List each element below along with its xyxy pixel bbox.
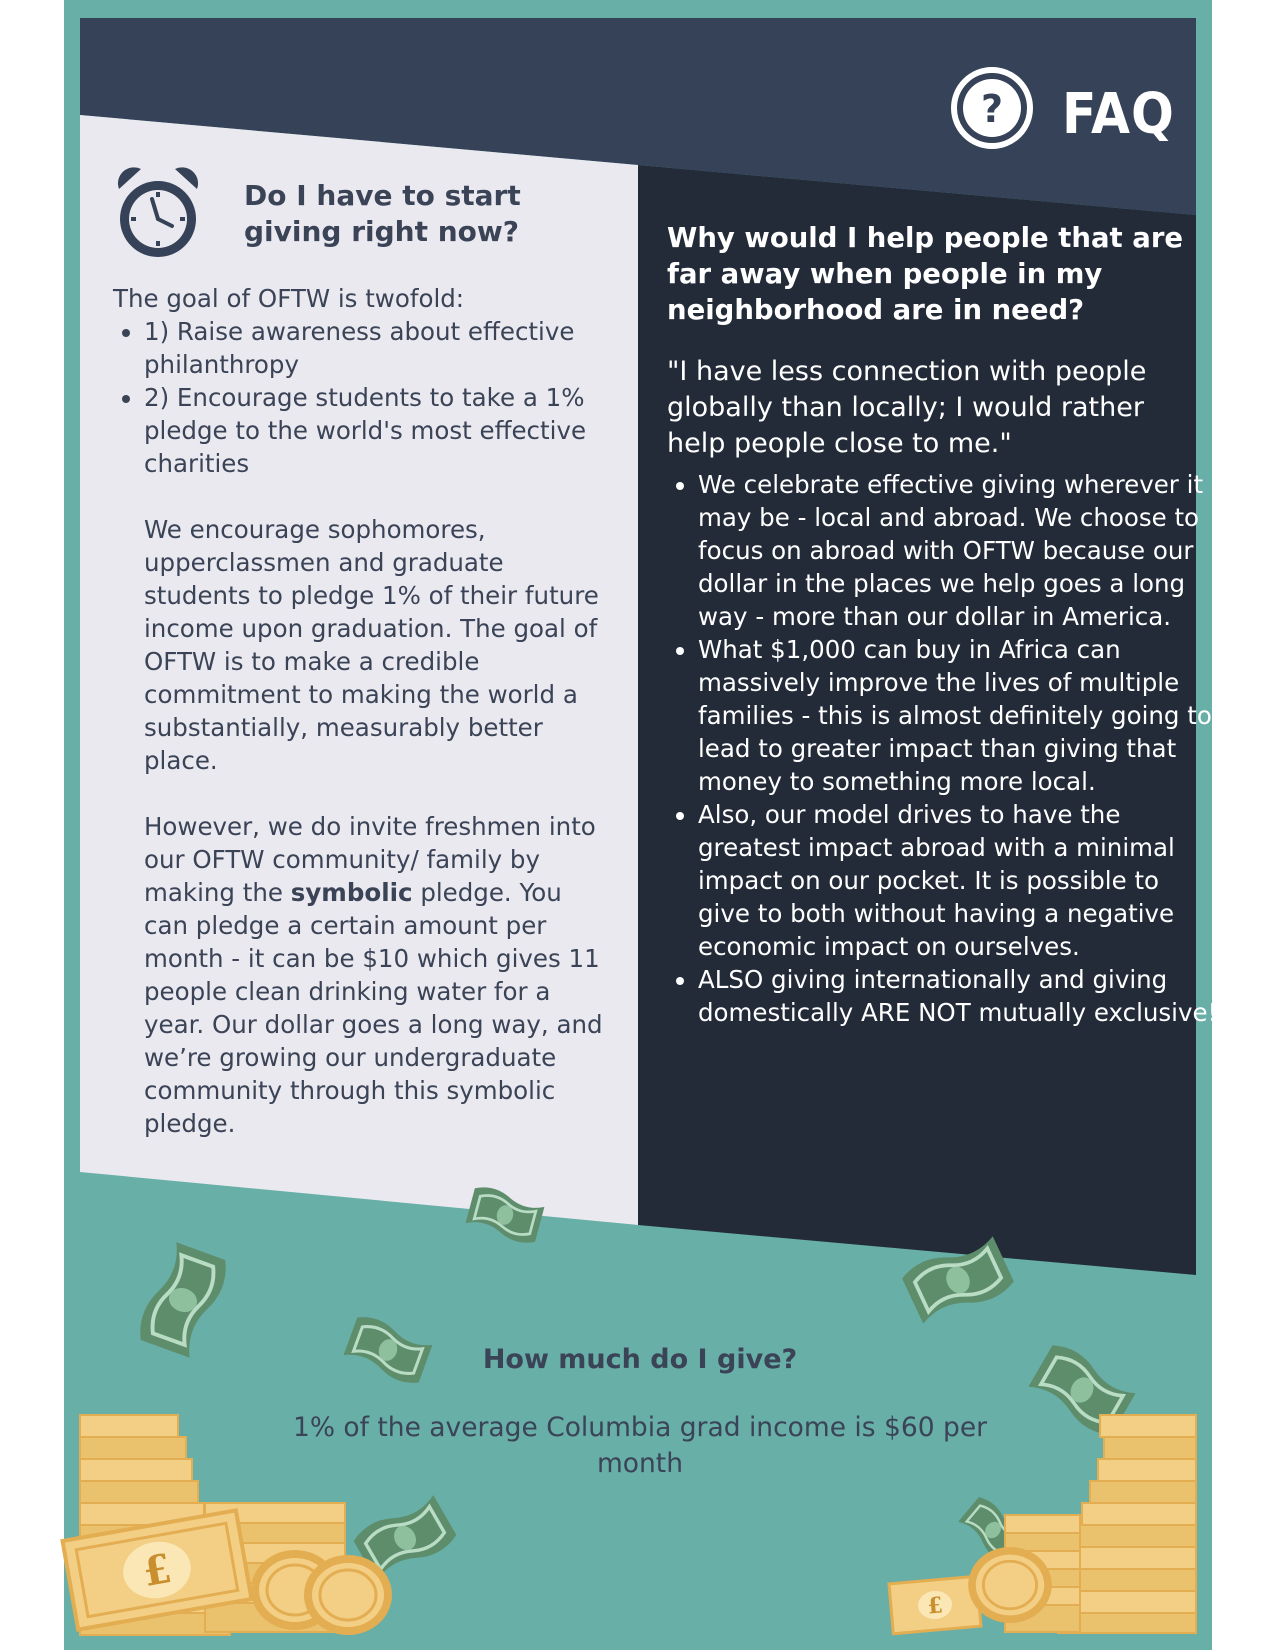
left-question-heading: Do I have to start giving right now?: [244, 179, 521, 248]
bottom-question-heading: How much do I give?: [482, 1344, 798, 1375]
svg-text:£: £: [139, 1544, 175, 1597]
list-item: • 1) Raise awareness about effective philanthropy: [144, 315, 613, 381]
svg-text:£: £: [926, 1592, 944, 1620]
list-item: • What $1,000 can buy in Africa can massively improve the lives of multiple families - this is almost definitely going to lead to greater impact than giving that money to something more local.: [698, 633, 1218, 798]
list-item: • 2) Encourage students to take a 1% pledge to the world's most effective charities: [144, 381, 613, 480]
bottom-answer: 1% of the average Columbia grad income is $60 per month: [292, 1412, 988, 1479]
list-item: • Also, our model drives to have the greatest impact abroad with a minimal impact on our pocket. It is possible to give to both without having a negative economic impact on ourselves.: [698, 798, 1218, 963]
paragraph-text: pledge. You can pledge a certain amount per month - it can be $10 which gives 11 people clean drinking water for a year. Our dollar goes a long way, and we’re growing our undergraduate community through this symbolic pledge.: [144, 878, 603, 1138]
svg-text:?: ?: [980, 87, 1004, 131]
right-question-heading: Why would I help people that are far away when people in my neighborhood are in need?: [667, 222, 1184, 326]
list-item: • ALSO giving internationally and giving domestically ARE NOT mutually exclusive!: [698, 963, 1218, 1029]
dollar-bill-icon: [899, 1231, 1016, 1330]
list-item: • We celebrate effective giving wherever it may be - local and abroad. We choose to focus on abroad with OFTW because our dollar in the places we help goes a long way - more than our dollar in America.: [698, 468, 1218, 633]
dollar-bill-icon: [464, 1184, 545, 1246]
gold-coin-icon: [304, 1555, 392, 1635]
left-intro: The goal of OFTW is twofold:: [113, 284, 465, 313]
dollar-bill-icon: [135, 1240, 232, 1360]
emphasis-text: symbolic: [290, 878, 413, 907]
pound-banknote-icon: [889, 1576, 981, 1633]
right-quote: "I have less connection with people globally than locally; I would rather help people close to me.": [667, 356, 1147, 459]
gold-coin-icon: [968, 1547, 1052, 1623]
paragraph-text: However, we do invite freshmen into our OFTW community/ family by making the: [144, 812, 596, 907]
left-paragraph-1: We encourage sophomores, upperclassmen and graduate students to pledge 1% of their future income upon graduation. The goal of OFTW is to make a credible commitment to making the world a substantially, measurably better place.: [144, 515, 599, 775]
page-title: FAQ: [1062, 82, 1175, 147]
